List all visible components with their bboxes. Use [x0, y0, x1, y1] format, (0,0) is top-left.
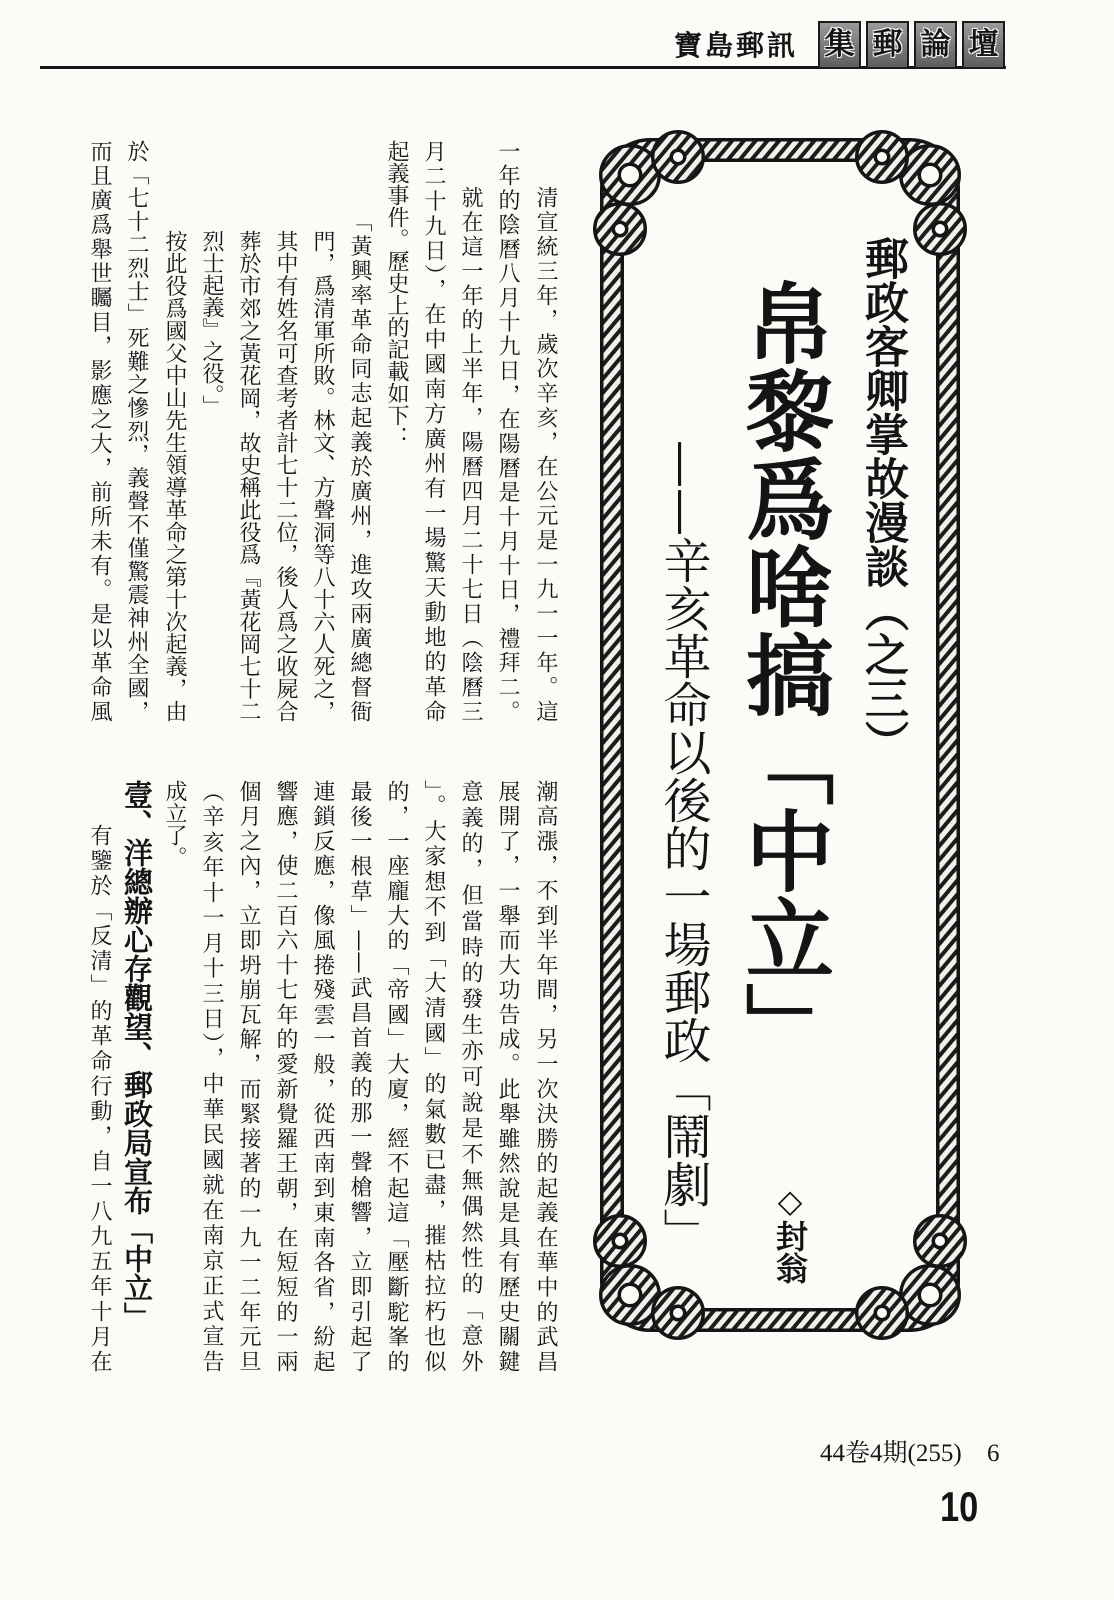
issue-page-number: 6	[987, 1440, 1000, 1467]
quote-column: 門，爲清軍所敗。林文、方聲洞等八十六人死之，	[310, 230, 335, 722]
article-column: 意義的，但當時的發生亦可說是不無偶然性的「意外	[458, 780, 483, 1372]
article-column: 最後一根草」——武昌首義的那一聲槍響，立即引起了	[347, 780, 372, 1372]
article-column: 清宣統三年，歲次辛亥，在公元是一九一一年。這	[533, 186, 558, 722]
section-char-box: 論	[914, 21, 957, 69]
publication-name: 寶島郵訊	[674, 29, 799, 62]
section-heading: 壹、洋總辦心存觀望、郵政局宣布「中立」	[120, 780, 154, 1331]
article-column: 連鎖反應，像風捲殘雲一般，從西南到東南各省，紛起	[310, 780, 335, 1372]
rope-knot-bottom-right	[866, 1225, 956, 1329]
issue-label: 44卷4期(255)	[820, 1440, 962, 1467]
article-column: 成立了。	[162, 780, 187, 868]
article-column: 起義事件。歷史上的記載如下：	[384, 140, 409, 448]
article-column: 按此役爲國父中山先生領導革命之第十次起義，由	[162, 230, 187, 722]
quote-column: 烈士起義』之役。」	[199, 230, 224, 417]
article-column: 一年的陰曆八月十九日，在陽曆是十月十日，禮拜二。	[495, 140, 520, 722]
article-title: 帛黎爲啥搞「中立」	[732, 278, 835, 1070]
page-number: 10	[940, 1483, 979, 1530]
section-char-box: 郵	[866, 21, 909, 69]
article-column: 有鑒於「反清」的革命行動，自一八九五年十月在	[87, 824, 112, 1372]
rope-knot-top-left	[604, 141, 694, 245]
article-column: 於「七十二烈士」死難之慘烈，義聲不僅驚震神州全國，	[124, 140, 149, 722]
article-column: 響應，使二百六十七年的愛新覺羅王朝，在短短的一兩	[273, 780, 298, 1372]
article-column: （辛亥年十一月十三日），中華民國就在南京正式宣告	[199, 780, 224, 1372]
article-subtitle: ——辛亥革命以後的一場郵政「鬧劇」	[655, 440, 711, 1256]
article-column: 」。大家想不到「大清國」的氣數已盡，摧枯拉朽也似	[421, 780, 446, 1372]
rope-knot-top-right	[866, 141, 956, 245]
header-rule	[40, 66, 1006, 69]
quote-column: 葬於市郊之黃花岡，故史稱此役爲『黃花岡七十二	[236, 230, 261, 722]
article-column: 展開了，一舉而大功告成。此舉雖然說是具有歷史關鍵	[495, 780, 520, 1372]
article-column: 潮高漲，不到半年間，另一次決勝的起義在華中的武昌	[533, 780, 558, 1372]
section-char-box: 集	[818, 21, 861, 69]
article-column: 月二十九日），在中國南方廣州有一場驚天動地的革命	[421, 140, 446, 722]
quote-column: 其中有姓名可查考者計七十二位，後人爲之收屍合	[273, 230, 298, 722]
article-column: 個月之內，立即坍崩瓦解，而緊接著的一九一二年元旦	[236, 780, 261, 1372]
article-author: ◇封翁	[771, 1182, 809, 1284]
article-column: 的，一座龐大的「帝國」大廈，經不起這「壓斷駝峯的	[384, 780, 409, 1372]
article-series: 郵政客卿掌故漫談（之三）	[857, 236, 908, 764]
article-column: 而且廣爲舉世矚目，影應之大，前所未有。是以革命風	[87, 140, 112, 722]
section-char-box: 壇	[962, 21, 1005, 69]
article-column: 就在這一年的上半年，陽曆四月二十七日（陰曆三	[458, 186, 483, 722]
quote-column: 「黃興率革命同志起義於廣州，進攻兩廣總督衙	[347, 210, 372, 722]
